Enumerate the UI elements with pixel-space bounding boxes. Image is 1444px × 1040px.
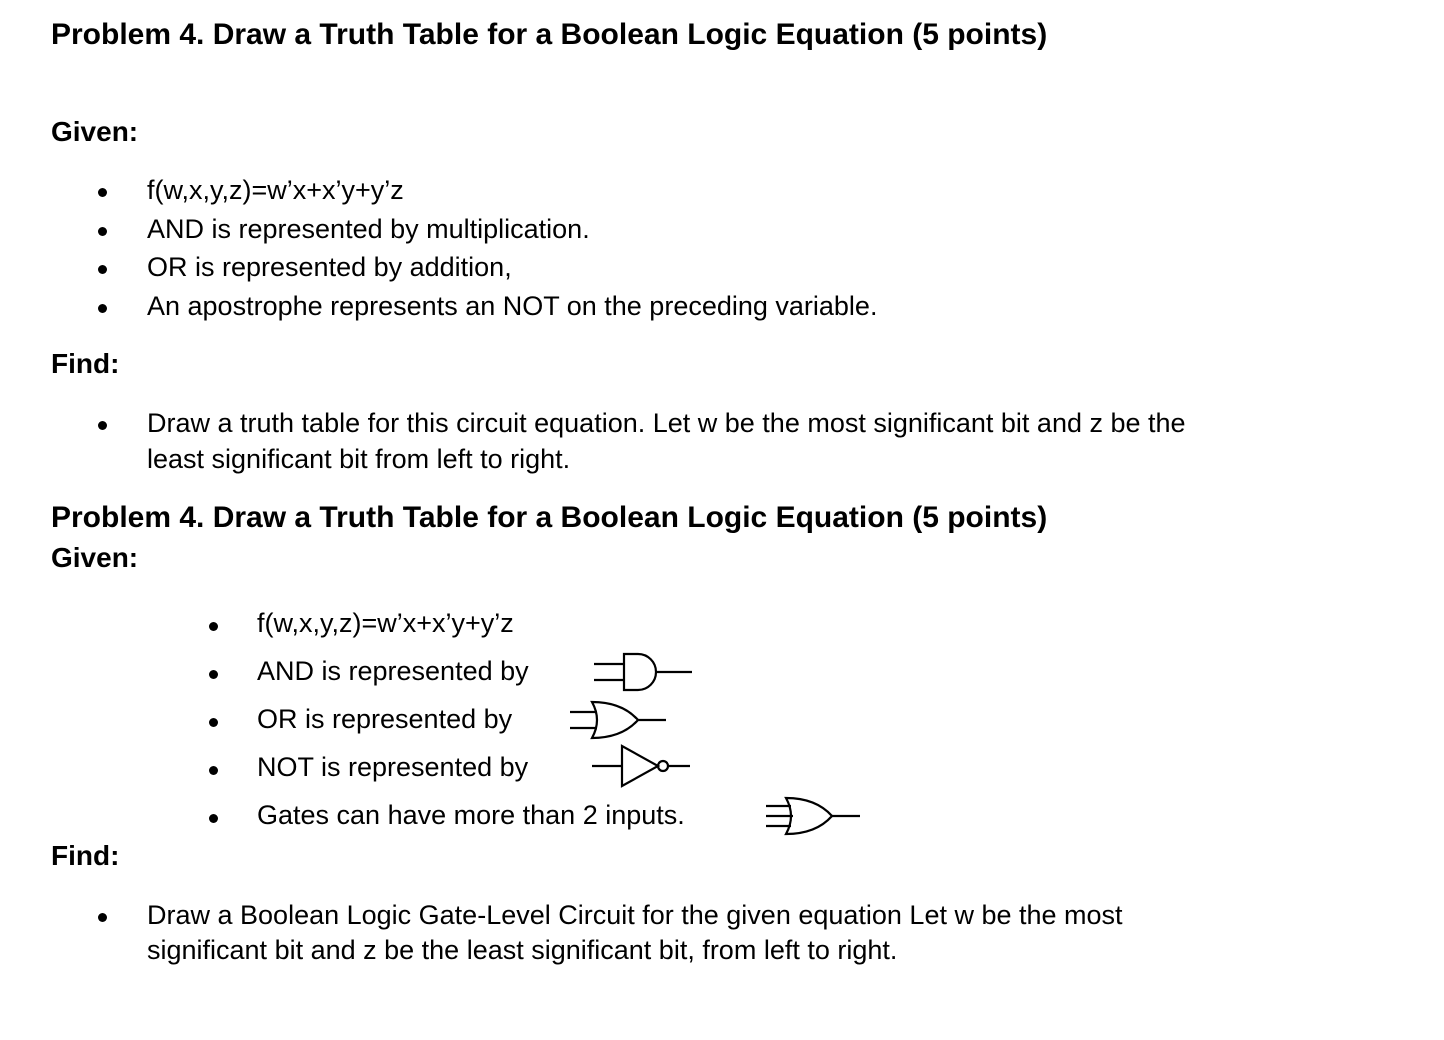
bullet-icon [98, 304, 107, 313]
find-heading: Find: [51, 348, 120, 379]
bullet-icon [98, 227, 107, 236]
bullet-icon [209, 766, 218, 775]
find-item-line: least significant bit from left to right. [147, 444, 571, 474]
problem-title: Problem 4. Draw a Truth Table for a Boolean Logic Equation (5 points) [51, 501, 1048, 534]
given-item: OR is represented by [257, 704, 513, 734]
bullet-icon [209, 622, 218, 631]
given-item: f(w,x,y,z)=w’x+x’y+y’z [257, 608, 514, 638]
and-gate-icon [590, 650, 694, 694]
bullet-icon [98, 265, 107, 274]
given-item: NOT is represented by [257, 752, 529, 782]
given-item: OR is represented by addition, [147, 252, 512, 282]
bullet-icon [98, 913, 107, 922]
given-item: f(w,x,y,z)=w’x+x’y+y’z [147, 175, 404, 205]
bullet-icon [209, 670, 218, 679]
find-item-line: significant bit and z be the least significant bit, from left to right. [147, 935, 898, 965]
given-heading: Given: [51, 542, 139, 573]
bullet-icon [209, 718, 218, 727]
given-item: AND is represented by [257, 656, 529, 686]
not-gate-icon [590, 742, 694, 790]
bullet-icon [209, 814, 218, 823]
bullet-icon [98, 421, 107, 430]
find-heading: Find: [51, 840, 120, 871]
given-item: AND is represented by multiplication. [147, 214, 590, 244]
find-item-line: Draw a Boolean Logic Gate-Level Circuit for the given equation Let w be the most [147, 900, 1123, 930]
given-item: Gates can have more than 2 inputs. [257, 800, 685, 830]
bullet-icon [98, 188, 107, 197]
given-heading: Given: [51, 116, 139, 147]
problem-title: Problem 4. Draw a Truth Table for a Boolean Logic Equation (5 points) [51, 18, 1048, 51]
or-gate-icon [566, 698, 670, 742]
find-item-line: Draw a truth table for this circuit equation. Let w be the most significant bit and z be the [147, 408, 1186, 438]
given-item: An apostrophe represents an NOT on the preceding variable. [147, 291, 878, 321]
three-input-or-gate-icon [762, 794, 866, 838]
